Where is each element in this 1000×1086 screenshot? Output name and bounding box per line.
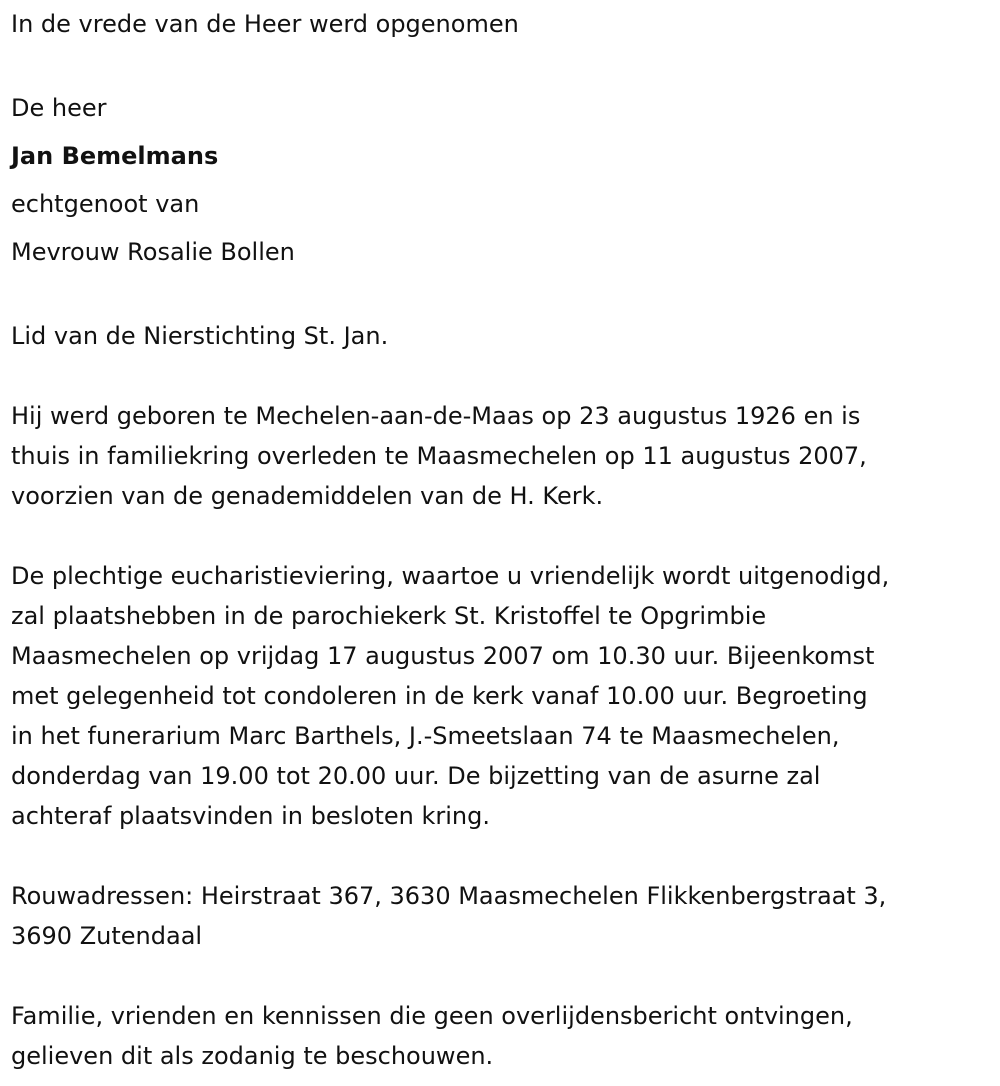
paragraph-line: zal plaatshebben in de parochiekerk St. Kristoffel te Opgrimbie xyxy=(11,602,767,630)
birth-death-paragraph xyxy=(11,396,996,516)
paragraph-line: in het funerarium Marc Barthels, J.-Smeetslaan 74 te Maasmechelen, xyxy=(11,722,840,750)
spacer xyxy=(11,956,996,996)
spacer xyxy=(11,516,996,556)
paragraph-line: De plechtige eucharistieviering, waartoe u vriendelijk wordt uitgenodigd, xyxy=(11,562,890,590)
paragraph-line: met gelegenheid tot condoleren in de kerk vanaf 10.00 uur. Begroeting xyxy=(11,682,868,710)
paragraph-line: Hij werd geboren te Mechelen-aan-de-Maas op 23 augustus 1926 en is xyxy=(11,402,861,430)
ceremony-paragraph xyxy=(11,556,996,836)
salutation: De heer xyxy=(11,94,107,122)
deceased-name: Jan Bemelmans xyxy=(11,142,219,170)
spouse-name: Mevrouw Rosalie Bollen xyxy=(11,238,295,266)
closing-paragraph xyxy=(11,996,996,1076)
paragraph-line: voorzien van de genademiddelen van de H. Kerk. xyxy=(11,482,604,510)
intro-line: In de vrede van de Heer werd opgenomen xyxy=(11,10,519,38)
paragraph-line: achteraf plaatsvinden in besloten kring. xyxy=(11,802,490,830)
paragraph-line: Rouwadressen: Heirstraat 367, 3630 Maasmechelen Flikkenbergstraat 3, xyxy=(11,882,887,910)
addresses-paragraph xyxy=(11,876,996,956)
spacer xyxy=(11,44,996,84)
paragraph-line: Familie, vrienden en kennissen die geen overlijdensbericht ontvingen, xyxy=(11,1002,853,1030)
spacer xyxy=(11,836,996,876)
paragraph-line: thuis in familiekring overleden te Maasmechelen op 11 augustus 2007, xyxy=(11,442,867,470)
paragraph-line: gelieven dit als zodanig te beschouwen. xyxy=(11,1042,494,1070)
membership-line: Lid van de Nierstichting St. Jan. xyxy=(11,322,389,350)
spacer xyxy=(11,276,996,316)
paragraph-line: Maasmechelen op vrijdag 17 augustus 2007 om 10.30 uur. Bijeenkomst xyxy=(11,642,875,670)
obituary-notice xyxy=(11,4,996,1076)
relation-text: echtgenoot van xyxy=(11,190,200,218)
spacer xyxy=(11,356,996,396)
paragraph-line: donderdag van 19.00 tot 20.00 uur. De bijzetting van de asurne zal xyxy=(11,762,821,790)
paragraph-line: 3690 Zutendaal xyxy=(11,922,203,950)
